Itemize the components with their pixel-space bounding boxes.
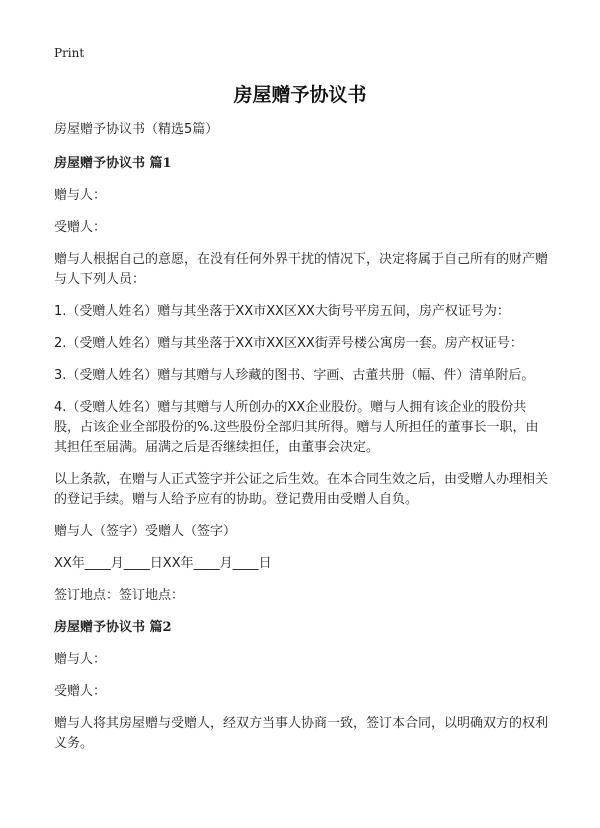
place-line: 签订地点：签订地点： xyxy=(54,588,185,603)
recipient-label: 受赠人： xyxy=(54,220,107,235)
date-line: XX年____月____日XX年____月____日 xyxy=(54,556,272,571)
section-heading-1: 房屋赠予协议书 篇1 xyxy=(54,156,172,171)
list-item: 1.（受赠人姓名）赠与其坐落于XX市XX区XX大街号平房五间，房产权证号为： xyxy=(54,304,510,319)
list-item: 3.（受赠人姓名）赠与其赠与人珍藏的图书、字画、古董共册（幅、件）清单附后。 xyxy=(54,368,535,383)
page-title: 房屋赠予协议书 xyxy=(233,84,367,106)
recipient-label: 受赠人： xyxy=(54,684,107,699)
donor-label: 赠与人： xyxy=(54,652,107,667)
donor-label: 赠与人： xyxy=(54,188,107,203)
intro-paragraph: 赠与人根据自己的意愿，在没有任何外界干扰的情况下，决定将属于自己所有的财产赠与人下列人员： xyxy=(54,252,549,287)
list-item: 2.（受赠人姓名）赠与其坐落于XX市XX区XX街弄号楼公寓房一套。房产权证号： xyxy=(54,336,523,351)
clause-paragraph: 以上条款，在赠与人正式签字并公证之后生效。在本合同生效之后，由受赠人办理相关的登记手续。赠与人给予应有的协助。登记费用由受赠人自负。 xyxy=(54,472,549,507)
signature-line: 赠与人（签字）受赠人（签字） xyxy=(54,524,237,539)
list-item: 4.（受赠人姓名）赠与其赠与人所创办的XX企业股份。赠与人拥有该企业的股份共股，占该企业全部股份的%.这些股份全部归其所得。赠与人所担任的董事长一职，由其担任至届满。届满之后是否继续担任，由董事会决定。 xyxy=(54,400,539,455)
intro-paragraph: 赠与人将其房屋赠与受赠人，经双方当事人协商一致，签订本合同，以明确双方的权利义务。 xyxy=(54,716,549,751)
print-link[interactable]: Print xyxy=(54,46,85,60)
document-subtitle: 房屋赠予协议书（精选5篇） xyxy=(54,122,219,137)
section-heading-2: 房屋赠予协议书 篇2 xyxy=(54,620,172,635)
document-body xyxy=(54,112,550,754)
